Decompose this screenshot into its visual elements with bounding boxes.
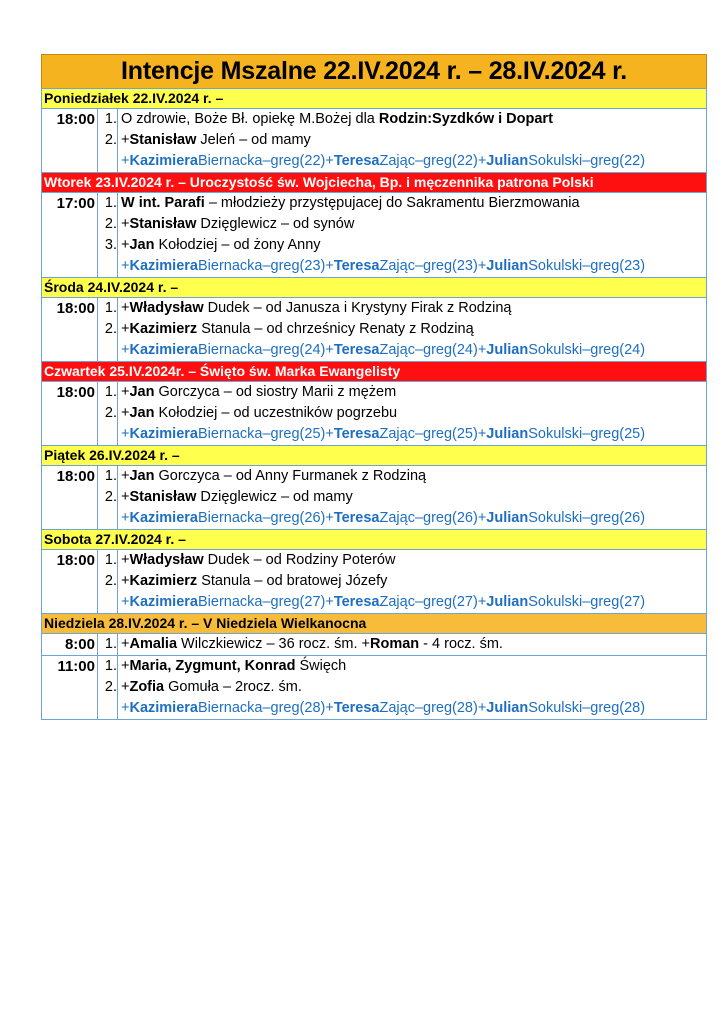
intention-number bbox=[98, 256, 118, 277]
intention-name: Julian bbox=[486, 153, 529, 169]
intention-name: Władysław bbox=[129, 552, 204, 568]
intention-fragment: O zdrowie, Boże Bł. opiekę M.Bożej dla bbox=[121, 111, 379, 127]
intention-name: Teresa bbox=[333, 258, 380, 274]
intention-fragment: Gomuła – 2rocz. śm. bbox=[164, 679, 302, 695]
intention-text bbox=[118, 214, 354, 235]
intention-item bbox=[98, 677, 706, 698]
intention-item bbox=[98, 109, 706, 130]
intention-number: 1. bbox=[104, 552, 117, 568]
intention-number: 1. bbox=[104, 111, 117, 127]
intention-item bbox=[98, 487, 706, 508]
mass-time: 8:00 bbox=[42, 634, 98, 655]
mass-time: 18:00 bbox=[42, 550, 98, 613]
intention-name: Stanisław bbox=[129, 216, 197, 232]
intention-fragment: Zając–greg(26)+ bbox=[379, 510, 487, 526]
mass-time: 18:00 bbox=[42, 109, 98, 172]
intention-fragment: Biernacka–greg(22)+ bbox=[197, 153, 334, 169]
mass-slot bbox=[42, 193, 706, 278]
intention-fragment: Sokulski–greg(23) bbox=[528, 258, 646, 274]
intention-item bbox=[98, 466, 706, 487]
day-header: Poniedziałek 22.IV.2024 r. – bbox=[42, 89, 706, 109]
day-header: Wtorek 23.IV.2024 r. – Uroczystość św. Wojciecha, Bp. i męczennika patrona Polski bbox=[42, 173, 706, 193]
intention-fragment: Sokulski–greg(27) bbox=[528, 594, 646, 610]
intention-fragment: Dzięglewicz – od synów bbox=[196, 216, 355, 232]
intention-number: 1. bbox=[104, 300, 117, 316]
intention-text bbox=[118, 235, 321, 256]
intention-fragment: + bbox=[121, 594, 130, 610]
intention-fragment: Zając–greg(23)+ bbox=[379, 258, 487, 274]
intention-number: 2. bbox=[104, 573, 117, 589]
intention-name: Maria, Zygmunt, Konrad bbox=[129, 658, 296, 674]
intention-fragment: + bbox=[121, 258, 130, 274]
intention-fragment: + bbox=[121, 405, 130, 421]
intention-name: Teresa bbox=[333, 700, 380, 716]
intention-name: Julian bbox=[486, 700, 529, 716]
day-header: Środa 24.IV.2024 r. – bbox=[42, 278, 706, 298]
intention-text bbox=[118, 550, 395, 571]
intention-fragment: + bbox=[121, 552, 130, 568]
intention-fragment: + bbox=[121, 237, 130, 253]
intention-name: Władysław bbox=[129, 300, 204, 316]
mass-slot bbox=[42, 382, 706, 446]
intention-number: 1. bbox=[104, 195, 117, 211]
gregorian-line bbox=[98, 698, 706, 719]
mass-slot bbox=[42, 466, 706, 530]
intention-list bbox=[98, 298, 706, 361]
intention-name: W int. Parafi bbox=[121, 195, 205, 211]
mass-time: 18:00 bbox=[42, 298, 98, 361]
gregorian-line bbox=[98, 151, 706, 172]
intention-fragment: – młodzieży przystępujacej do Sakramentu Bierzmowania bbox=[204, 195, 580, 211]
intention-name: Amalia bbox=[129, 636, 178, 652]
mass-slot bbox=[42, 550, 706, 614]
intention-fragment: Zając–greg(27)+ bbox=[379, 594, 487, 610]
intention-name: Kazimiera bbox=[129, 426, 198, 442]
intention-number bbox=[98, 424, 118, 445]
intention-name: Jan bbox=[129, 384, 155, 400]
intention-text bbox=[118, 298, 511, 319]
intention-number bbox=[98, 698, 118, 719]
day-header: Sobota 27.IV.2024 r. – bbox=[42, 530, 706, 550]
intention-item bbox=[98, 403, 706, 424]
intention-item bbox=[98, 319, 706, 340]
intention-fragment: + bbox=[121, 321, 130, 337]
intention-number: 2. bbox=[104, 405, 117, 421]
mass-slot bbox=[42, 634, 706, 656]
intention-fragment: Biernacka–greg(25)+ bbox=[197, 426, 334, 442]
intention-name: Kazimiera bbox=[129, 510, 198, 526]
intentions-table bbox=[41, 88, 707, 720]
intention-text bbox=[118, 592, 645, 613]
intention-name: Teresa bbox=[333, 594, 380, 610]
gregorian-line bbox=[98, 592, 706, 613]
intention-name: Rodzin:Syzdków i Dopart bbox=[378, 111, 553, 127]
intention-fragment: Biernacka–greg(27)+ bbox=[197, 594, 334, 610]
intention-list bbox=[98, 656, 706, 719]
intention-fragment: Gorczyca – od siostry Marii z mężem bbox=[154, 384, 397, 400]
mass-slot bbox=[42, 298, 706, 362]
intention-item bbox=[98, 214, 706, 235]
gregorian-line bbox=[98, 340, 706, 361]
intention-fragment: Wilczkiewicz – 36 rocz. śm. + bbox=[177, 636, 370, 652]
intention-fragment: + bbox=[121, 132, 130, 148]
intention-name: Teresa bbox=[333, 426, 380, 442]
intention-fragment: + bbox=[121, 153, 130, 169]
intention-fragment: + bbox=[121, 342, 130, 358]
intention-text bbox=[118, 656, 346, 677]
intention-fragment: Zając–greg(25)+ bbox=[379, 426, 487, 442]
page-title: Intencje Mszalne 22.IV.2024 r. – 28.IV.2024 r. bbox=[41, 54, 707, 88]
intention-name: Julian bbox=[486, 510, 529, 526]
day-header: Czwartek 25.IV.2024r. – Święto św. Marka Ewangelisty bbox=[42, 362, 706, 382]
intention-name: Julian bbox=[486, 258, 529, 274]
intention-list bbox=[98, 193, 706, 277]
mass-time: 11:00 bbox=[42, 656, 98, 719]
mass-slot bbox=[42, 109, 706, 173]
intention-name: Julian bbox=[486, 342, 529, 358]
intention-name: Jan bbox=[129, 237, 155, 253]
intention-text bbox=[118, 151, 645, 172]
intention-number: 2. bbox=[104, 216, 117, 232]
intention-fragment: Sokulski–greg(26) bbox=[528, 510, 646, 526]
intention-text bbox=[118, 698, 645, 719]
intention-name: Julian bbox=[486, 594, 529, 610]
intention-text bbox=[118, 634, 503, 655]
intention-number: 1. bbox=[104, 636, 117, 652]
intention-list bbox=[98, 634, 706, 655]
intention-name: Kazimiera bbox=[129, 594, 198, 610]
gregorian-line bbox=[98, 508, 706, 529]
intention-fragment: Dudek – od Rodziny Poterów bbox=[203, 552, 396, 568]
intention-fragment: Zając–greg(24)+ bbox=[379, 342, 487, 358]
mass-time: 18:00 bbox=[42, 466, 98, 529]
gregorian-line bbox=[98, 256, 706, 277]
intention-fragment: Biernacka–greg(28)+ bbox=[197, 700, 334, 716]
intention-number: 2. bbox=[104, 321, 117, 337]
intention-number: 3. bbox=[104, 237, 117, 253]
intention-text bbox=[118, 340, 645, 361]
intention-fragment: Jeleń – od mamy bbox=[196, 132, 311, 148]
intention-fragment: Stanula – od chrześnicy Renaty z Rodziną bbox=[197, 321, 474, 337]
intention-fragment: Sokulski–greg(24) bbox=[528, 342, 646, 358]
intention-fragment: + bbox=[121, 510, 130, 526]
intention-number: 2. bbox=[104, 679, 117, 695]
intention-name: Stanisław bbox=[129, 489, 197, 505]
intention-fragment: + bbox=[121, 216, 130, 232]
intention-text bbox=[118, 319, 474, 340]
intention-name: Kazimierz bbox=[129, 573, 198, 589]
intention-text bbox=[118, 256, 645, 277]
intention-number bbox=[98, 151, 118, 172]
intention-name: Stanisław bbox=[129, 132, 197, 148]
mass-intentions-sheet bbox=[41, 54, 707, 720]
intention-fragment: Gorczyca – od Anny Furmanek z Rodziną bbox=[154, 468, 427, 484]
intention-fragment: + bbox=[121, 573, 130, 589]
intention-list bbox=[98, 382, 706, 445]
intention-item bbox=[98, 130, 706, 151]
intention-text bbox=[118, 508, 645, 529]
gregorian-line bbox=[98, 424, 706, 445]
intention-number bbox=[98, 340, 118, 361]
intention-item bbox=[98, 550, 706, 571]
intention-name: Zofia bbox=[129, 679, 165, 695]
intention-item bbox=[98, 298, 706, 319]
intention-list bbox=[98, 550, 706, 613]
intention-item bbox=[98, 382, 706, 403]
intention-fragment: Kołodziej – od żony Anny bbox=[154, 237, 321, 253]
intention-item bbox=[98, 571, 706, 592]
intention-item bbox=[98, 656, 706, 677]
intention-text bbox=[118, 571, 387, 592]
intention-number bbox=[98, 592, 118, 613]
intention-name: Jan bbox=[129, 468, 155, 484]
intention-name: Kazimiera bbox=[129, 258, 198, 274]
intention-number: 1. bbox=[104, 384, 117, 400]
intention-fragment: + bbox=[121, 300, 130, 316]
intention-fragment: + bbox=[121, 636, 130, 652]
intention-text bbox=[118, 193, 580, 214]
intention-number: 1. bbox=[104, 468, 117, 484]
intention-fragment: + bbox=[121, 468, 130, 484]
mass-time: 17:00 bbox=[42, 193, 98, 277]
intention-name: Julian bbox=[486, 426, 529, 442]
intention-name: Roman bbox=[370, 636, 420, 652]
day-header: Piątek 26.IV.2024 r. – bbox=[42, 446, 706, 466]
intention-text bbox=[118, 677, 302, 698]
intention-text bbox=[118, 424, 645, 445]
intention-item bbox=[98, 193, 706, 214]
intention-fragment: + bbox=[121, 384, 130, 400]
intention-fragment: Kołodziej – od uczestników pogrzebu bbox=[154, 405, 398, 421]
intention-name: Kazimiera bbox=[129, 700, 198, 716]
intention-fragment: + bbox=[121, 700, 130, 716]
intention-item bbox=[98, 634, 706, 655]
intention-name: Teresa bbox=[333, 342, 380, 358]
intention-fragment: + bbox=[121, 658, 130, 674]
intention-text bbox=[118, 487, 353, 508]
intention-name: Teresa bbox=[333, 153, 380, 169]
intention-number bbox=[98, 508, 118, 529]
intention-name: Kazimiera bbox=[129, 342, 198, 358]
intention-text bbox=[118, 466, 426, 487]
intention-fragment: Biernacka–greg(23)+ bbox=[197, 258, 334, 274]
intention-name: Teresa bbox=[333, 510, 380, 526]
intention-list bbox=[98, 466, 706, 529]
intention-number: 1. bbox=[104, 658, 117, 674]
intention-name: Kazimierz bbox=[129, 321, 198, 337]
intention-text bbox=[118, 130, 311, 151]
intention-number: 2. bbox=[104, 489, 117, 505]
intention-fragment: Dzięglewicz – od mamy bbox=[196, 489, 353, 505]
intention-fragment: Sokulski–greg(25) bbox=[528, 426, 646, 442]
intention-list bbox=[98, 109, 706, 172]
intention-fragment: Zając–greg(22)+ bbox=[379, 153, 487, 169]
intention-fragment: Święch bbox=[295, 658, 347, 674]
intention-text bbox=[118, 382, 396, 403]
intention-fragment: - 4 rocz. śm. bbox=[419, 636, 503, 652]
intention-text bbox=[118, 403, 397, 424]
intention-fragment: Dudek – od Janusza i Krystyny Firak z Rodziną bbox=[203, 300, 512, 316]
mass-slot bbox=[42, 656, 706, 719]
intention-number: 2. bbox=[104, 132, 117, 148]
mass-time: 18:00 bbox=[42, 382, 98, 445]
intention-name: Kazimiera bbox=[129, 153, 198, 169]
intention-name: Jan bbox=[129, 405, 155, 421]
intention-fragment: + bbox=[121, 426, 130, 442]
intention-fragment: Biernacka–greg(24)+ bbox=[197, 342, 334, 358]
intention-item bbox=[98, 235, 706, 256]
intention-fragment: Sokulski–greg(22) bbox=[528, 153, 646, 169]
day-header: Niedziela 28.IV.2024 r. – V Niedziela Wielkanocna bbox=[42, 614, 706, 634]
intention-fragment: Sokulski–greg(28) bbox=[528, 700, 646, 716]
intention-fragment: + bbox=[121, 679, 130, 695]
intention-fragment: Zając–greg(28)+ bbox=[379, 700, 487, 716]
intention-fragment: Stanula – od bratowej Józefy bbox=[197, 573, 388, 589]
intention-text bbox=[118, 109, 553, 130]
intention-fragment: + bbox=[121, 489, 130, 505]
intention-fragment: Biernacka–greg(26)+ bbox=[197, 510, 334, 526]
